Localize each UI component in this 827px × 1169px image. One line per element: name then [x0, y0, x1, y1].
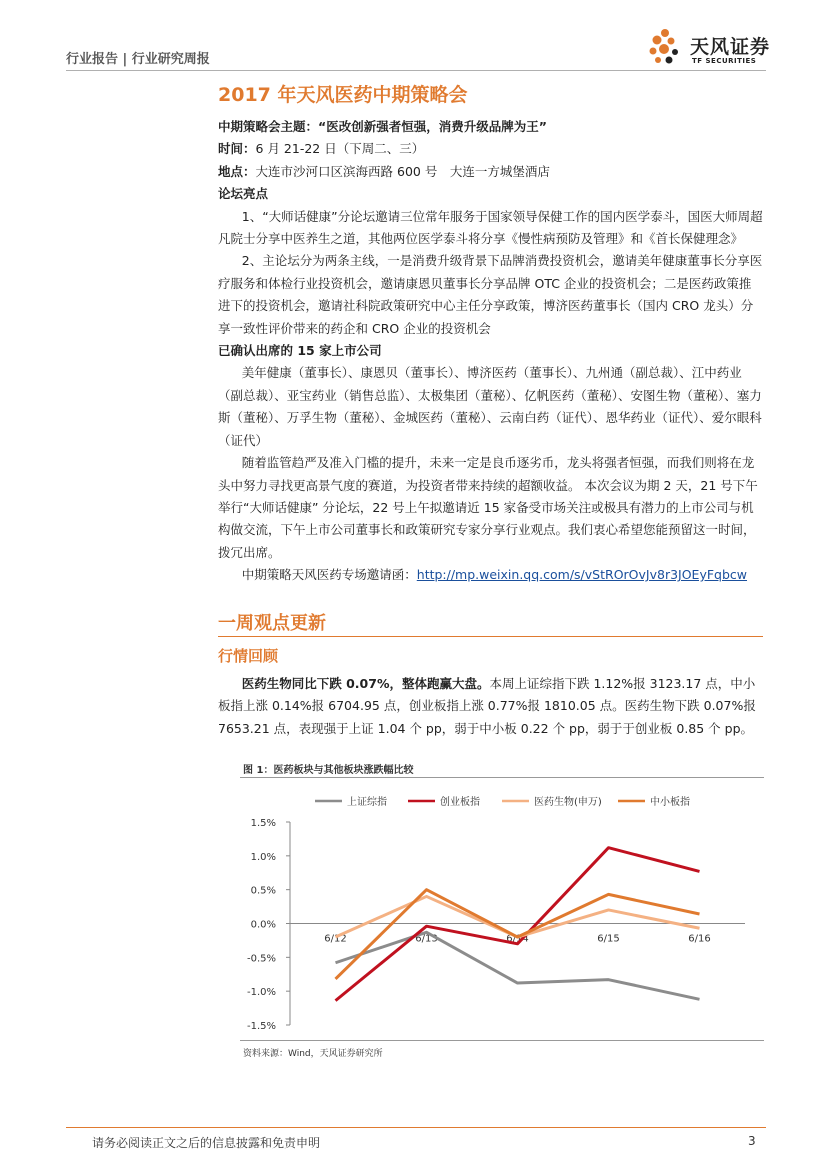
- theme-label: 中期策略会主题：: [218, 119, 319, 134]
- y-tick-label: -0.5%: [246, 953, 276, 965]
- highlight-2: 2、主论坛分为两条主线，一是消费升级背景下品牌消费投资机会，邀请美年健康董事长分享医疗服务和体检行业投资机会，邀请康恩贝董事长分享品牌 OTC 企业的投资机会；二是医药政策推进下的投资机会，邀请社科院政策研究中心主任分享政策，博济医药董事长（国内 CRO 龙头）分享一致性评价带来的药企和 CRO 企业的投资机会: [218, 253, 763, 336]
- market-text: 本周上证综指下跌 1.12%报 3123.17 点，中小板指上涨 0.14%报 6704.95 点，创业板指上涨 0.77%报 1810.05 点。医药生物下跌 0.07%报 7653.21 点，表现强于上证 1.04 个 pp，弱于中小板 0.22 个 pp，弱于于创业板 0.85 个 pp。: [218, 676, 756, 736]
- theme-value: “医改创新强者恒强，消费升级品牌为王”: [318, 119, 547, 134]
- figure-top-rule: [240, 777, 764, 778]
- companies-label: 已确认出席的 15 家上市公司: [218, 343, 382, 359]
- legend-label-2: 医药生物(申万): [534, 797, 602, 808]
- place-line: [218, 161, 763, 183]
- market-bold: 医药生物同比下跌 0.07%，整体跑赢大盘。: [241, 676, 490, 691]
- header-breadcrumb: 行业报告 | 行业研究周报: [66, 52, 210, 67]
- line-chart: [240, 780, 764, 1038]
- invite-link[interactable]: http://mp.weixin.qq.com/s/vStROrOvJv8r3JOEyFqbcw: [416, 567, 748, 583]
- closing-text: 随着监管趋严及准入门槛的提升，未来一定是良币逐劣币，龙头将强者恒强，而我们则将在龙头中努力寻找更高景气度的赛道，为投资者带来持续的超额收益。 本次会议为期 2 天，21 号下午举行“大师话健康” 分论坛，22 号上午拟邀请近 15 家备受市场关注或极具有潜力的上市公司与机构做交流，下午上市公司董事长和政策研究专家分享行业观点。我们衷心希望您能预留这一时间，拨冗出席。: [218, 455, 758, 560]
- time-label: 时间：: [218, 141, 256, 157]
- x-tick-label: 6/15: [597, 933, 620, 945]
- chart-legend: [315, 795, 690, 808]
- chart-y-axis: [247, 818, 290, 1032]
- figure-source: 资料来源：Wind，天风证券研究所: [243, 1049, 383, 1059]
- chart-series: [336, 848, 700, 1001]
- conference-content: [218, 116, 763, 587]
- logo-name-en: TF SECURITIES: [692, 57, 757, 65]
- figure-bottom-rule: [240, 1040, 764, 1041]
- y-tick-label: -1.0%: [246, 987, 276, 999]
- y-tick-label: 1.0%: [250, 851, 276, 863]
- legend-label-1: 创业板指: [440, 797, 480, 808]
- logo-mark-icon: [648, 27, 688, 67]
- logo-name-cn: 天风证券: [690, 36, 771, 58]
- y-tick-label: 0.0%: [250, 919, 276, 931]
- company-logo: [648, 27, 778, 71]
- place-label: 地点：: [218, 163, 256, 179]
- highlights-label: 论坛亮点: [218, 186, 269, 202]
- companies-text: 美年健康（董事长）、康恩贝（董事长）、博济医药（董事长）、九州通（副总裁）、江中药业（副总裁）、亚宝药业（销售总监）、太极集团（董秘）、亿帆医药（董秘）、安图生物（董秘）、塞力斯（董秘）、万孚生物（董秘）、金城医药（董秘）、云南白药（证代）、恩华药业（证代）、爱尔眼科（证代）: [218, 365, 762, 448]
- y-tick-label: -1.5%: [246, 1021, 276, 1032]
- market-review: [218, 673, 763, 740]
- legend-label-3: 中小板指: [650, 797, 690, 808]
- x-tick-label: 6/13: [415, 933, 438, 945]
- x-tick-label: 6/12: [324, 933, 347, 945]
- footer-divider: [66, 1127, 766, 1128]
- time-line: [218, 138, 763, 160]
- section-divider: [218, 636, 763, 637]
- page-number: 3: [748, 1134, 756, 1148]
- theme-line: [218, 116, 763, 138]
- conference-title: 2017 年天风医药中期策略会: [218, 84, 468, 106]
- time-value: 6 月 21-22 日（下周二、三）: [255, 141, 425, 157]
- highlight-1: 1、“大师话健康”分论坛邀请三位常年服务于国家领导保健工作的国内医学泰斗，国医大师周超凡院士分享中医养生之道，其他两位医学泰斗将分享《慢性病预防及管理》和《首长保健理念》: [218, 208, 763, 247]
- market-paragraph: [218, 673, 763, 740]
- x-tick-label: 6/16: [688, 933, 711, 945]
- sub-title: 行情回顾: [218, 647, 279, 665]
- invite-line: [218, 564, 763, 586]
- footer-disclaimer: 请务必阅读正文之后的信息披露和免责申明: [92, 1136, 321, 1150]
- legend-label-0: 上证综指: [347, 797, 387, 808]
- y-tick-label: 0.5%: [250, 885, 276, 897]
- y-tick-label: 1.5%: [250, 818, 276, 829]
- x-tick-label: 6/14: [506, 933, 529, 945]
- section-title: 一周观点更新: [218, 613, 326, 634]
- invite-label: 中期策略天风医药专场邀请函：: [241, 567, 417, 583]
- figure-caption: 图 1：医药板块与其他板块涨跌幅比较: [243, 765, 414, 776]
- place-value: 大连市沙河口区滨海西路 600 号 大连一方城堡酒店: [255, 163, 550, 179]
